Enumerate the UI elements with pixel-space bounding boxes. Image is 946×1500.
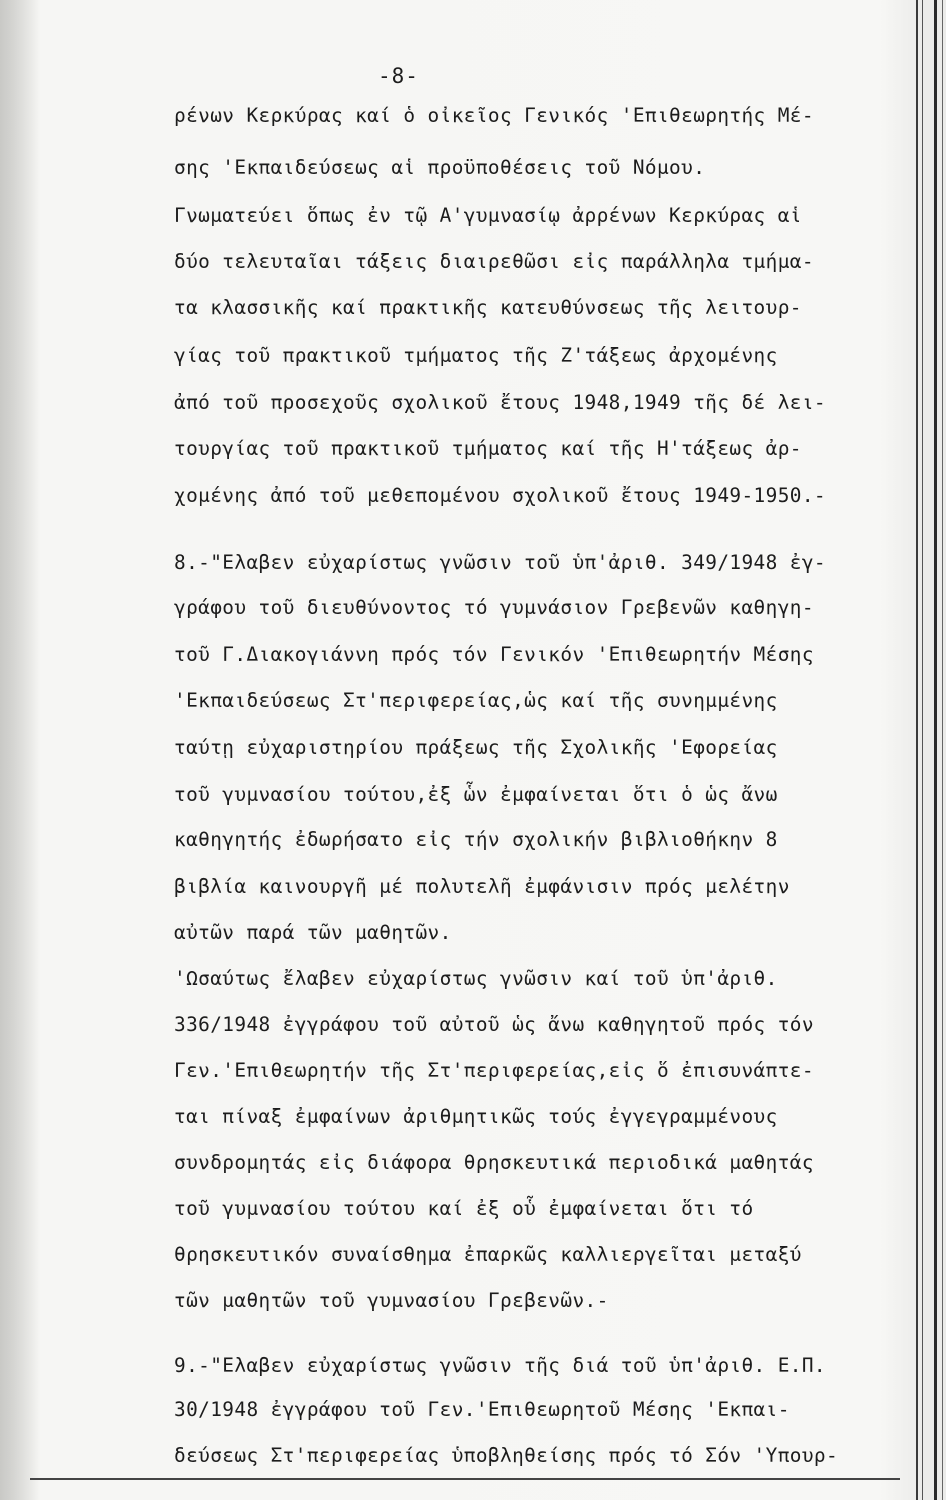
text-line: ἀπό τοῦ προσεχοῦς σχολικοῦ ἔτους 1948,1949 τῆς δέ λει- (174, 391, 827, 414)
text-line: τοῦ γυμνασίου τούτου καί ἐξ οὗ ἐμφαίνεται ὅτι τό (174, 1197, 754, 1220)
page-number: -8- (378, 64, 419, 88)
text-line: βιβλία καινουργῆ μέ πολυτελῆ ἐμφάνισιν πρός μελέτην (174, 875, 790, 898)
scan-shadow (0, 0, 40, 1500)
binding-edge (922, 0, 923, 1500)
text-line: γίας τοῦ πρακτικοῦ τμήματος τῆς Ζ'τάξεως ἀρχομένης (174, 344, 778, 367)
text-line: 9.-"Ελαβεν εὐχαρίστως γνῶσιν τῆς διά τοῦ ὑπ'ἀριθ. Ε.Π. (174, 1354, 827, 1377)
text-line: θρησκευτικόν συναίσθημα ἐπαρκῶς καλλιεργεῖται μεταξύ (174, 1243, 802, 1266)
text-line: ται πίναξ ἐμφαίνων ἀριθμητικῶς τούς ἐγγεγραμμένους (174, 1105, 778, 1128)
text-line: ταύτῃ εὐχαριστηρίου πράξεως τῆς Σχολικῆς 'Εφορείας (174, 736, 778, 759)
text-line: αὐτῶν παρά τῶν μαθητῶν. (174, 921, 452, 944)
text-line: 'Εκπαιδεύσεως Στ'περιφερείας,ὡς καί τῆς συνημμένης (174, 689, 778, 712)
text-line: 'Ωσαύτως ἔλαβεν εὐχαρίστως γνῶσιν καί τοῦ ὑπ'ἀριθ. (174, 967, 778, 990)
text-line: καθηγητής ἐδωρήσατο εἰς τήν σχολικήν βιβλιοθήκην 8 (174, 828, 778, 851)
text-line: σης 'Εκπαιδεύσεως αἱ προϋποθέσεις τοῦ Νόμου. (174, 156, 706, 179)
text-line: 8.-"Ελαβεν εὐχαρίστως γνῶσιν τοῦ ὑπ'ἀριθ. 349/1948 ἐγ- (174, 551, 827, 574)
binding-edge (942, 0, 943, 1500)
text-line: 30/1948 ἐγγράφου τοῦ Γεν.'Επιθεωρητοῦ Μέσης 'Εκπαι- (174, 1398, 790, 1421)
text-line: συνδρομητάς εἰς διάφορα θρησκευτικά περιοδικά μαθητάς (174, 1151, 814, 1174)
text-line: τοῦ γυμνασίου τούτου,ἐξ ὧν ἐμφαίνεται ὅτι ὁ ὡς ἄνω (174, 783, 778, 806)
text-line: Γεν.'Επιθεωρητήν τῆς Στ'περιφερείας,εἰς ὅ ἐπισυνάπτε- (174, 1059, 814, 1082)
text-line: τοῦ Γ.Διακογιάννη πρός τόν Γενικόν 'Επιθεωρητήν Μέσης (174, 643, 814, 666)
text-line: τουργίας τοῦ πρακτικοῦ τμήματος καί τῆς Η'τάξεως ἀρ- (174, 437, 802, 460)
text-line: 336/1948 ἐγγράφου τοῦ αὐτοῦ ὡς ἄνω καθηγητοῦ πρός τόν (174, 1013, 814, 1036)
page-bottom-edge (30, 1478, 900, 1480)
binding-edge (934, 0, 937, 1500)
text-line: τα κλασσικῆς καί πρακτικῆς κατευθύνσεως τῆς λειτουρ- (174, 296, 802, 319)
text-line: χομένης ἀπό τοῦ μεθεπομένου σχολικοῦ ἔτους 1949-1950.- (174, 484, 827, 507)
binding-edge (916, 0, 918, 1500)
text-line: γράφου τοῦ διευθύνοντος τό γυμνάσιον Γρεβενῶν καθηγη- (174, 596, 814, 619)
text-line: τῶν μαθητῶν τοῦ γυμνασίου Γρεβενῶν.- (174, 1289, 609, 1312)
text-line: ρένων Κερκύρας καί ὁ οἰκεῖος Γενικός 'Επιθεωρητής Μέ- (174, 104, 814, 127)
text-line: Γνωματεύει ὅπως ἐν τῷ Α'γυμνασίῳ ἀρρένων Κερκύρας αἱ (174, 204, 802, 227)
text-line: δεύσεως Στ'περιφερείας ὑποβληθείσης πρός τό Σόν 'Υπουρ- (174, 1444, 839, 1467)
text-line: δύο τελευταῖαι τάξεις διαιρεθῶσι εἰς παράλληλα τμήμα- (174, 250, 814, 273)
